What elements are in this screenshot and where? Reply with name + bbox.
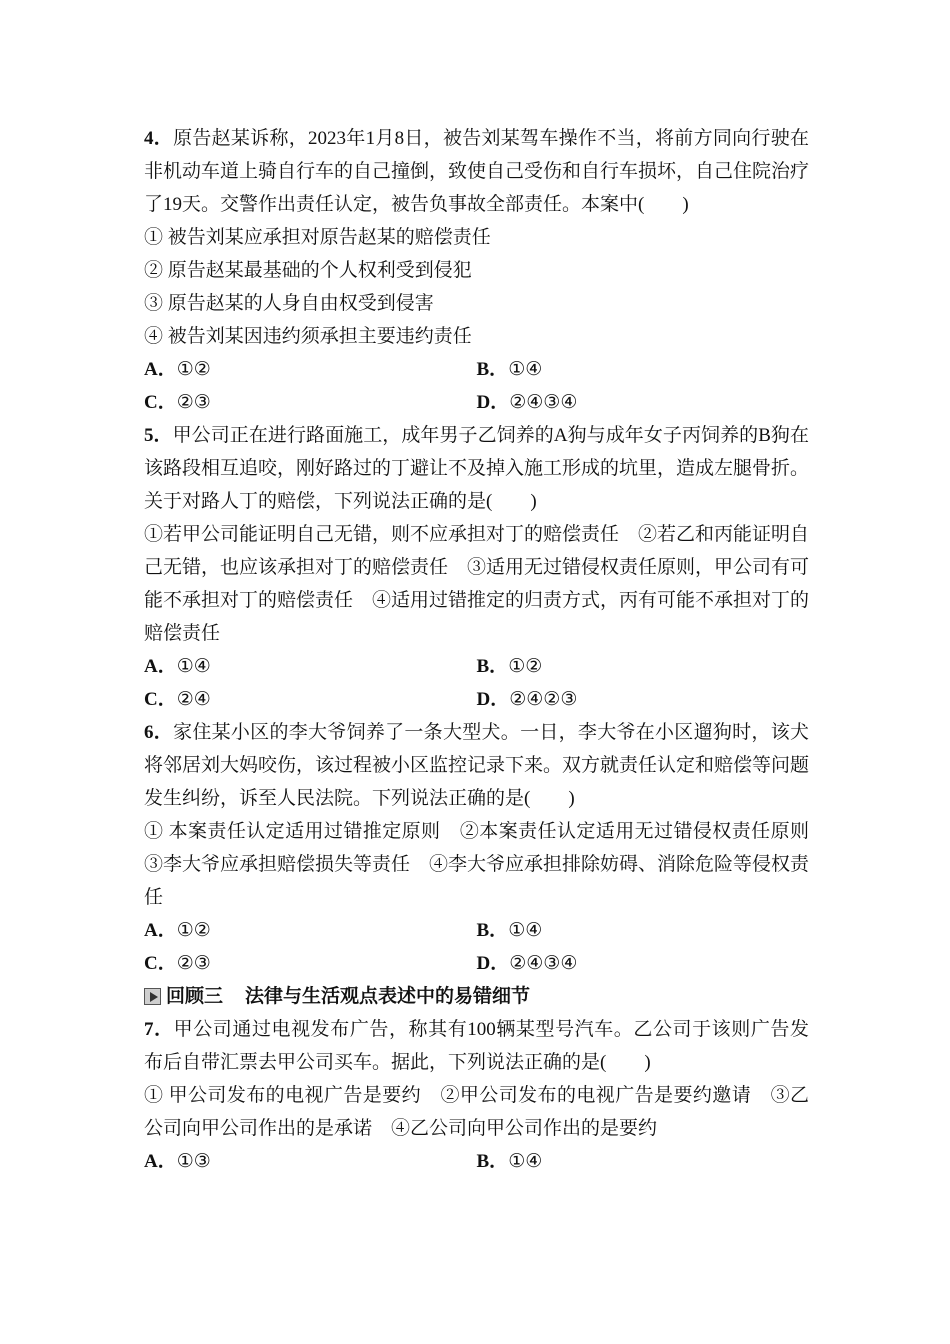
options-row [144, 947, 809, 980]
option-text: ①② [508, 656, 543, 677]
option-c [144, 386, 477, 419]
option-a [144, 353, 477, 386]
question-number: 6． [144, 722, 174, 743]
options-row [144, 1145, 809, 1178]
option-text: ②③ [176, 392, 211, 413]
option-letter: B． [476, 656, 509, 677]
statement-items: ① 甲公司发布的电视广告是要约 ②甲公司发布的电视广告是要约邀请 ③乙公司向甲公司作出的是承诺 ④乙公司向甲公司作出的是要约 [144, 1085, 809, 1139]
option-text: ①④ [176, 656, 211, 677]
option-letter: D． [476, 953, 510, 974]
question-number: 7． [144, 1019, 174, 1040]
option-text: ②③ [176, 953, 211, 974]
option-b [477, 650, 810, 683]
option-letter: A． [144, 920, 177, 941]
option-a [144, 1145, 477, 1178]
option-letter: A． [144, 1151, 177, 1172]
statement-item: ③ 原告赵某的人身自由权受到侵害 [144, 293, 434, 314]
statement-item: ② 原告赵某最基础的个人权利受到侵犯 [144, 260, 472, 281]
option-text: ①④ [508, 1151, 543, 1172]
option-text: ①② [176, 920, 211, 941]
statement-items: ① 本案责任认定适用过错推定原则 ②本案责任认定适用无过错侵权责任原则 ③李大爷应承担赔偿损失等责任 ④李大爷应承担排除妨碍、消除危险等侵权责任 [144, 821, 829, 908]
option-a [144, 650, 477, 683]
option-d [477, 386, 810, 419]
options-row [144, 683, 809, 716]
section-header [144, 980, 809, 1013]
statement-items: ①若甲公司能证明自己无错，则不应承担对丁的赔偿责任 ②若乙和丙能证明自己无错，也应该承担对丁的赔偿责任 ③适用无过错侵权责任原则，甲公司有可能不承担对丁的赔偿责任 ④适用过错推定的归责方式，丙有可能不承担对丁的赔偿责任 [144, 524, 810, 644]
option-text: ②④ [176, 689, 211, 710]
option-d [477, 947, 810, 980]
option-letter: A． [144, 359, 177, 380]
question-text: 甲公司正在进行路面施工，成年男子乙饲养的A狗与成年女子丙饲养的B狗在该路段相互追咬，刚好路过的丁避让不及掉入施工形成的坑里，造成左腿骨折。关于对路人丁的赔偿，下列说法正确的是( ) [144, 425, 810, 512]
option-text: ①③ [176, 1151, 211, 1172]
statement-item: ④ 被告刘某因违约须承担主要违约责任 [144, 326, 472, 347]
section-title: 法律与生活观点表述中的易错细节 [245, 986, 531, 1007]
option-a [144, 914, 477, 947]
option-letter: C． [144, 953, 177, 974]
option-letter: B． [476, 920, 509, 941]
statement-item: ① 被告刘某应承担对原告赵某的赔偿责任 [144, 227, 491, 248]
options-row [144, 914, 809, 947]
option-text: ①④ [508, 359, 543, 380]
option-letter: B． [476, 359, 509, 380]
question-6-stem [144, 716, 809, 815]
question-number: 4． [144, 128, 174, 149]
question-number: 5． [144, 425, 173, 446]
option-text: ①② [176, 359, 211, 380]
question-4-stem [144, 122, 809, 221]
section-label: 回顾三 [166, 986, 224, 1007]
option-c [144, 683, 477, 716]
option-text: ①④ [508, 920, 543, 941]
option-letter: C． [144, 689, 177, 710]
question-text: 甲公司通过电视发布广告，称其有100辆某型号汽车。乙公司于该则广告发布后自带汇票去甲公司买车。据此，下列说法正确的是( ) [144, 1019, 809, 1073]
option-text: ②④③④ [509, 392, 578, 413]
options-row [144, 650, 809, 683]
question-5-stem [144, 419, 809, 518]
option-text: ②④②③ [509, 689, 578, 710]
question-7-stem [144, 1013, 809, 1079]
option-c [144, 947, 477, 980]
options-row [144, 386, 809, 419]
option-letter: D． [476, 689, 510, 710]
option-d [477, 683, 810, 716]
option-b [477, 1145, 810, 1178]
option-b [477, 353, 810, 386]
option-letter: A． [144, 656, 177, 677]
document-page [144, 122, 829, 1178]
option-letter: D． [476, 392, 510, 413]
question-text: 家住某小区的李大爷饲养了一条大型犬。一日，李大爷在小区遛狗时，该犬将邻居刘大妈咬伤，该过程被小区监控记录下来。双方就责任认定和赔偿等问题发生纠纷，诉至人民法院。下列说法正确的是( ) [144, 722, 810, 809]
question-text: 原告赵某诉称，2023年1月8日，被告刘某驾车操作不当，将前方同向行驶在非机动车道上骑自行车的自己撞倒，致使自己受伤和自行车损坏，自己住院治疗了19天。交警作出责任认定，被告负事故全部责任。本案中( ) [144, 128, 810, 215]
option-letter: C． [144, 392, 177, 413]
options-row [144, 353, 809, 386]
option-b [477, 914, 810, 947]
option-letter: B． [476, 1151, 509, 1172]
option-text: ②④③④ [509, 953, 578, 974]
play-triangle-icon [144, 988, 161, 1005]
